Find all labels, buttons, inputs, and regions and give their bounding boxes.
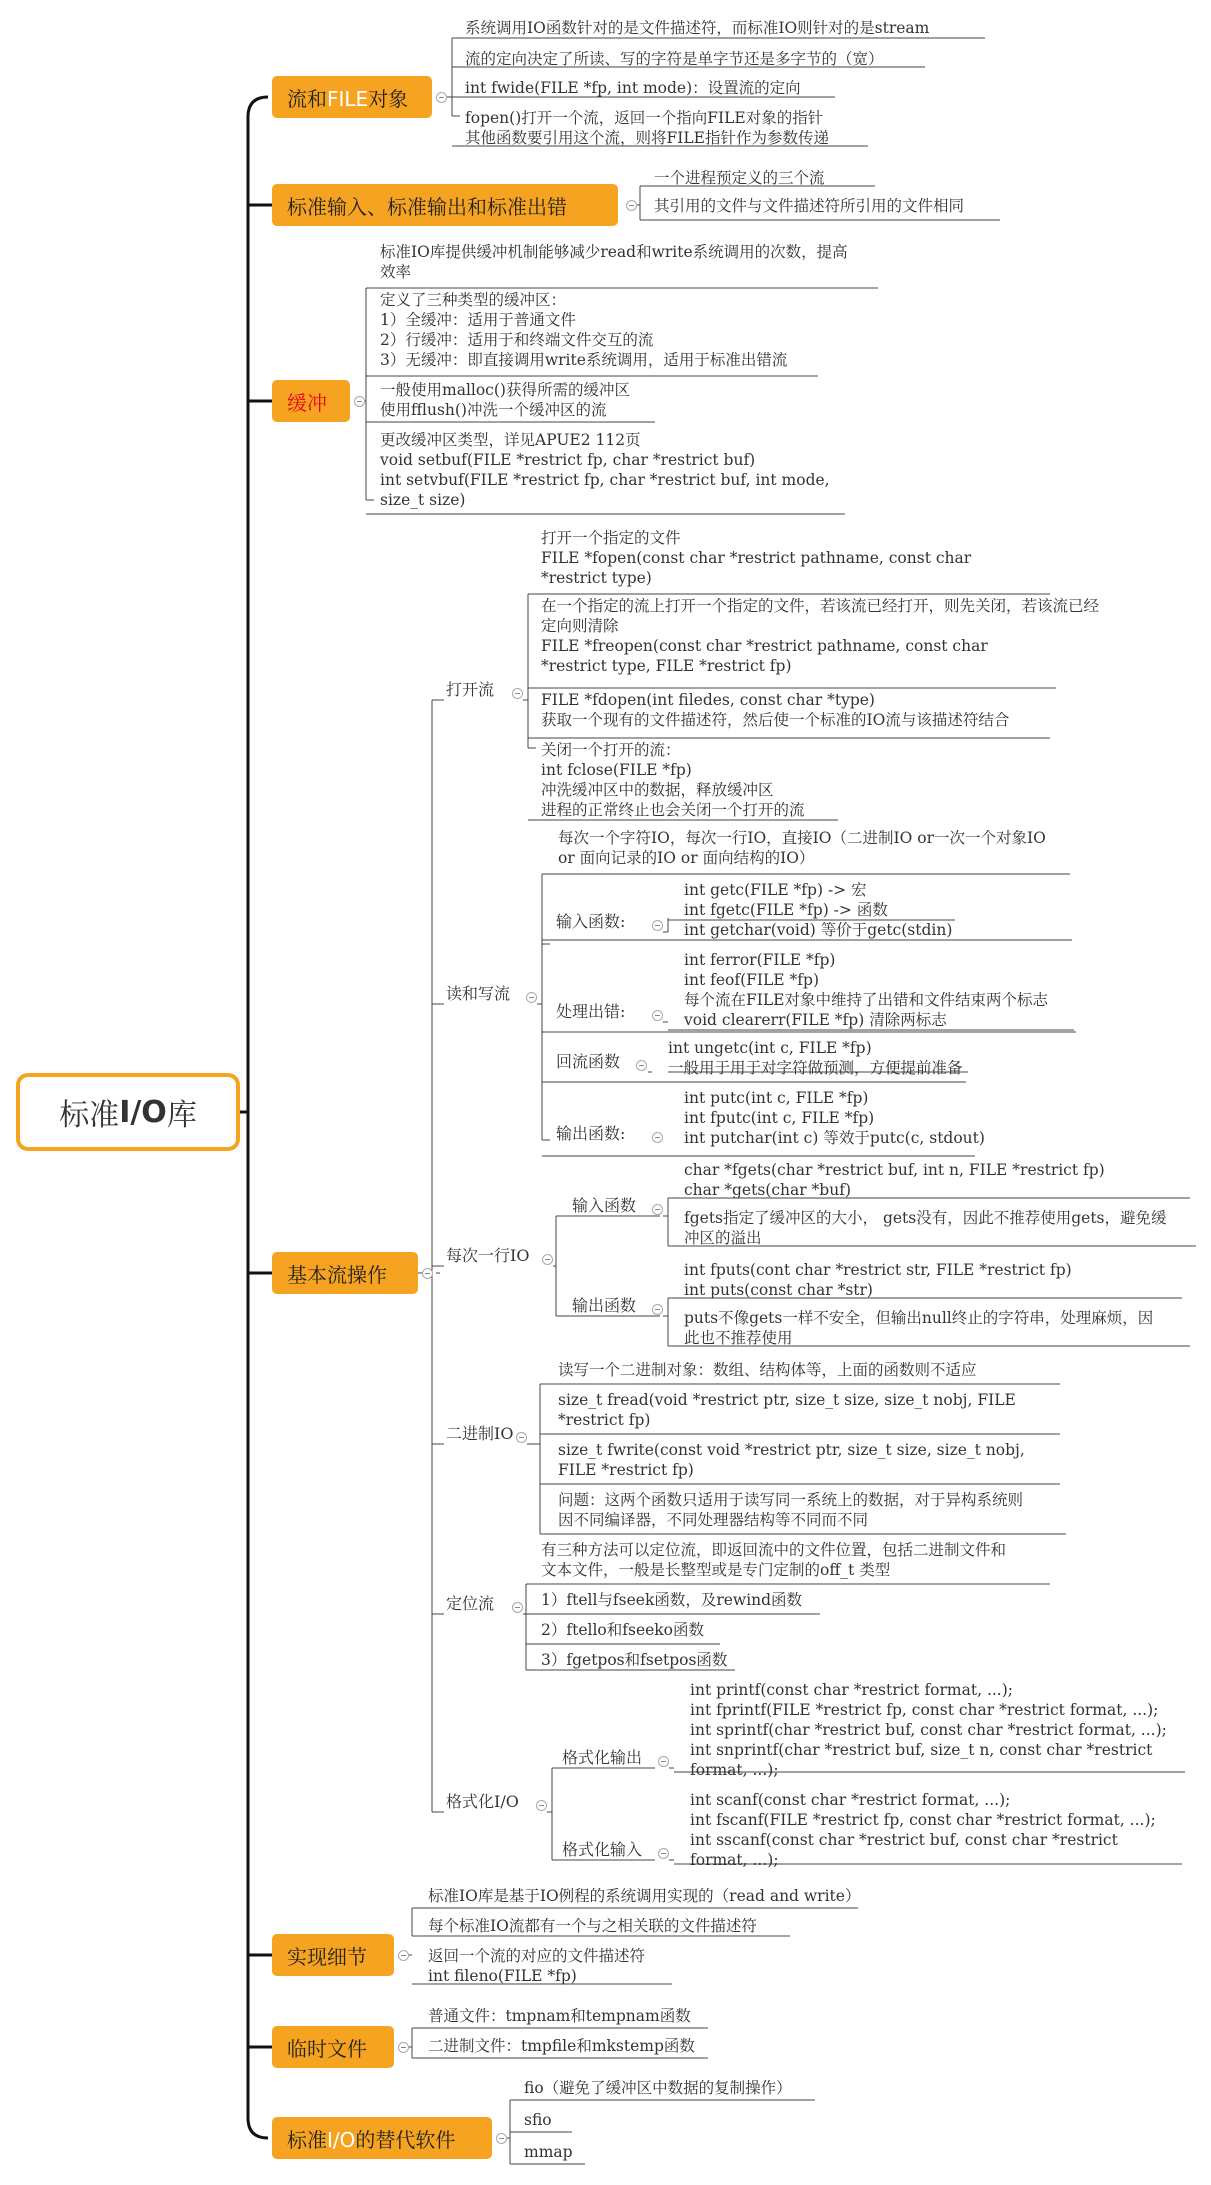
leaf-tmpfile: 二进制文件：tmpfile和mkstemp函数 (428, 2037, 695, 2055)
leaf-fgetpos-fsetpos: 3）fgetpos和fsetpos函数 (541, 1651, 728, 1669)
sub-formatted-input[interactable]: 格式化输入 (562, 1840, 643, 1859)
sub-formatted-io[interactable]: 格式化I/O (446, 1792, 519, 1811)
collapse-toggle-icon[interactable] (652, 1010, 663, 1021)
sub-line-output-functions[interactable]: 输出函数 (572, 1296, 637, 1315)
branch-stream-file-object[interactable] (272, 76, 432, 118)
branch-label: 缓冲 (287, 390, 327, 415)
leaf-fclose: 关闭一个打开的流： int fclose(FILE *fp) 冲洗缓冲区中的数据，释放缓冲区 进程的正常终止也会关闭一个打开的流 (541, 741, 805, 819)
root-topic[interactable] (16, 1073, 240, 1151)
leaf-stream-orientation: 流的定向决定了所读、写的字符是单字节还是多字节的（宽） (465, 50, 884, 68)
branch-implementation[interactable] (272, 1934, 394, 1976)
leaf-fread: size_t fread(void *restrict ptr, size_t size, size_t nobj, FILE *restrict fp) (558, 1391, 1016, 1429)
sub-error-handling[interactable]: 处理出错: (556, 1002, 626, 1021)
collapse-toggle-icon[interactable] (516, 1432, 527, 1443)
collapse-toggle-icon[interactable] (652, 920, 663, 931)
collapse-toggle-icon[interactable] (526, 992, 537, 1003)
leaf-sfio: sfio (524, 2111, 552, 2129)
leaf-io-kinds: 每次一个字符IO，每次一行IO，直接IO（二进制IO or一次一个对象IO or 面向记录的IO or 面向结构的IO） (558, 829, 1046, 867)
leaf-fwrite: size_t fwrite(const void *restrict ptr, size_t size, size_t nobj, FILE *restrict fp) (558, 1441, 1025, 1479)
collapse-toggle-icon[interactable] (422, 1268, 433, 1279)
leaf-fdopen: FILE *fdopen(int filedes, const char *type) 获取一个现有的文件描述符，然后使一个标准的IO流与该描述符结合 (541, 691, 1010, 729)
collapse-toggle-icon[interactable] (652, 1132, 663, 1143)
collapse-toggle-icon[interactable] (512, 1602, 523, 1613)
root-label-bold: I/O (119, 1094, 167, 1130)
leaf-getc-fgetc: int getc(FILE *fp) -> 宏 int fgetc(FILE *fp) -> 函数 int getchar(void) 等价于getc(stdin) (684, 881, 953, 939)
leaf-putc-fputc: int putc(int c, FILE *fp) int fputc(int c, FILE *fp) int putchar(int c) 等效于putc(c, stdout) (684, 1089, 985, 1147)
leaf-fgets-gets: char *fgets(char *restrict buf, int n, FILE *restrict fp) char *gets(char *buf) (684, 1161, 1105, 1199)
collapse-toggle-icon[interactable] (398, 1950, 409, 1961)
leaf-ferror-feof: int ferror(FILE *fp) int feof(FILE *fp) 每个流在FILE对象中维持了出错和文件结束两个标志 void clearerr(FILE *fp) 清除两标志 (684, 951, 1048, 1029)
leaf-fopen: 打开一个指定的文件 FILE *fopen(const char *restrict pathname, const char *restrict type) (541, 529, 972, 587)
sub-output-functions[interactable]: 输出函数: (556, 1124, 626, 1143)
leaf-fopen-pointer: fopen()打开一个流，返回一个指向FILE对象的指针 其他函数要引用这个流，则将FILE指针作为参数传递 (465, 109, 829, 147)
leaf-binary-object: 读写一个二进制对象：数组、结构体等，上面的函数则不适应 (558, 1361, 977, 1379)
branch-buffering[interactable] (272, 380, 350, 422)
leaf-mmap: mmap (524, 2143, 573, 2161)
branch-temp-files[interactable] (272, 2026, 394, 2068)
sub-read-write-stream[interactable]: 读和写流 (446, 984, 511, 1003)
branch-std-streams[interactable] (272, 184, 618, 226)
collapse-toggle-icon[interactable] (436, 92, 447, 103)
leaf-setbuf-setvbuf: 更改缓冲区类型，详见APUE2 112页 void setbuf(FILE *restrict fp, char *restrict buf) int setvbuf(FILE *restrict fp, char *restrict buf, int mode, size_t size) (380, 431, 830, 509)
branch-alternatives[interactable] (272, 2117, 492, 2159)
sub-seek-stream[interactable]: 定位流 (446, 1594, 495, 1613)
sub-pushback-function[interactable]: 回流函数 (556, 1052, 621, 1071)
main-trunk (248, 97, 268, 2138)
collapse-toggle-icon[interactable] (512, 688, 523, 699)
leaf-tmpnam: 普通文件：tmpnam和tempnam函数 (428, 2007, 691, 2025)
collapse-toggle-icon[interactable] (354, 396, 365, 407)
sub-input-functions[interactable]: 输入函数: (556, 912, 626, 931)
collapse-toggle-icon[interactable] (636, 1060, 647, 1071)
collapse-toggle-icon[interactable] (496, 2133, 507, 2144)
collapse-toggle-icon[interactable] (626, 200, 637, 211)
leaf-fd-per-stream: 每个标准IO流都有一个与之相关联的文件描述符 (428, 1917, 757, 1935)
leaf-stream-vs-fd: 系统调用IO函数针对的是文件描述符，而标准IO则针对的是stream (465, 19, 930, 37)
collapse-toggle-icon[interactable] (542, 1254, 553, 1265)
branch-label: 临时文件 (287, 2036, 367, 2061)
leaf-io-routines: 标准IO库是基于IO例程的系统调用实现的（read and write） (428, 1887, 861, 1905)
leaf-ungetc: int ungetc(int c, FILE *fp) 一般用于用于对字符做预测，方便提前准备 (668, 1039, 963, 1077)
branch-label: 标准输入、标准输出和标准出错 (287, 194, 567, 219)
leaf-ftello-fseeko: 2）ftello和fseeko函数 (541, 1621, 705, 1639)
leaf-printf-family: int printf(const char *restrict format, ...); int fprintf(FILE *restrict fp, const char *restrict format, ...); int sprintf(char *restrict buf, const char *restrict format, ...); int snprintf(char *restrict buf, size_t n, const char *restrict format, ...); (690, 1681, 1167, 1779)
leaf-fputs-puts: int fputs(cont char *restrict str, FILE *restrict fp) int puts(const char *str) (684, 1261, 1072, 1299)
sub-line-io[interactable]: 每次一行IO (446, 1246, 530, 1265)
sub-line-input-functions[interactable]: 输入函数 (572, 1196, 637, 1215)
leaf-seek-intro: 有三种方法可以定位流，即返回流中的文件位置，包括二进制文件和 文本文件，一般是长整型或是专门定制的off_t 类型 (541, 1541, 1007, 1579)
collapse-toggle-icon[interactable] (398, 2042, 409, 2053)
leaf-puts-note: puts不像gets一样不安全，但输出null终止的字符串，处理麻烦，因 此也不推荐使用 (684, 1309, 1154, 1347)
collapse-toggle-icon[interactable] (658, 1756, 669, 1767)
collapse-toggle-icon[interactable] (658, 1848, 669, 1859)
branch-label: 标准I/O的替代软件 (287, 2127, 456, 2152)
leaf-malloc-fflush: 一般使用malloc()获得所需的缓冲区 使用fflush()冲洗一个缓冲区的流 (380, 381, 630, 419)
root-label-pre: 标准 (59, 1098, 120, 1133)
leaf-fwide: int fwide(FILE *fp, int mode)：设置流的定向 (465, 79, 801, 97)
leaf-fio: fio（避免了缓冲区中数据的复制操作） (524, 2079, 792, 2097)
leaf-scanf-family: int scanf(const char *restrict format, ...); int fscanf(FILE *restrict fp, const char *restrict format, ...); int sscanf(const char *restrict buf, const char *restrict format, ...); (690, 1791, 1156, 1869)
leaf-freopen: 在一个指定的流上打开一个指定的文件，若该流已经打开，则先关闭，若该流已经 定向则清除 FILE *freopen(const char *restrict pathname, const char *restrict type, FILE *restrict fp) (541, 597, 1100, 675)
branch-label: 基本流操作 (287, 1262, 387, 1287)
leaf-fgets-note: fgets指定了缓冲区的大小， gets没有，因此不推荐使用gets，避免缓 冲区的溢出 (684, 1209, 1167, 1247)
sub-formatted-output[interactable]: 格式化输出 (562, 1748, 643, 1767)
branch-basic-stream-ops[interactable] (272, 1252, 418, 1294)
leaf-ftell-fseek: 1）ftell与fseek函数，及rewind函数 (541, 1591, 803, 1609)
branch-label: 流和FILE对象 (287, 86, 409, 111)
sub-binary-io[interactable]: 二进制IO (446, 1424, 514, 1443)
sub-open-stream[interactable]: 打开流 (446, 680, 495, 699)
leaf-buffer-purpose: 标准IO库提供缓冲机制能够减少read和write系统调用的次数，提高 效率 (380, 243, 848, 281)
leaf-fileno: 返回一个流的对应的文件描述符 int fileno(FILE *fp) (428, 1947, 646, 1985)
leaf-binary-problem: 问题：这两个函数只适用于读写同一系统上的数据，对于异构系统则 因不同编译器，不同处理器结构等不同而不同 (558, 1491, 1024, 1529)
collapse-toggle-icon[interactable] (536, 1800, 547, 1811)
leaf-same-file-reference: 其引用的文件与文件描述符所引用的文件相同 (654, 197, 965, 215)
collapse-toggle-icon[interactable] (652, 1304, 663, 1315)
collapse-toggle-icon[interactable] (652, 1204, 663, 1215)
leaf-buffer-types: 定义了三种类型的缓冲区： 1）全缓冲：适用于普通文件 2）行缓冲：适用于和终端文件交互的流 3）无缓冲：即直接调用write系统调用，适用于标准出错流 (380, 291, 788, 369)
root-label-post: 库 (166, 1098, 197, 1133)
branch-label: 实现细节 (287, 1944, 367, 1969)
leaf-three-streams: 一个进程预定义的三个流 (654, 169, 825, 187)
